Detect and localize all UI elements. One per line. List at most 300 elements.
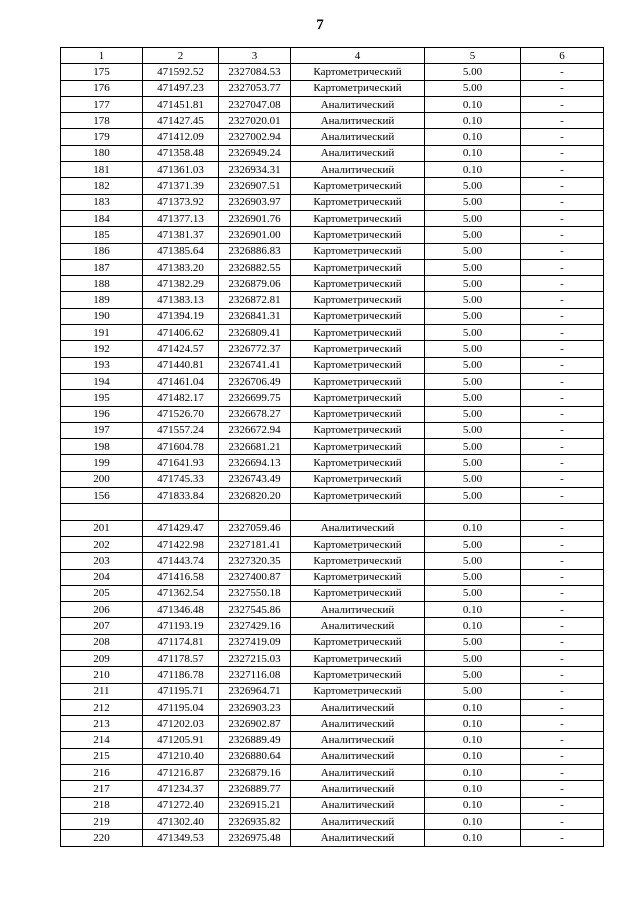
table-cell: Картометрический [291,80,425,96]
table-cell: 471202.03 [143,716,219,732]
table-cell: 207 [61,618,143,634]
table-cell: 471427.45 [143,113,219,129]
table-row [61,830,604,846]
table-cell: - [521,488,604,504]
table-cell: Картометрический [291,341,425,357]
table-cell: 2326743.49 [219,471,291,487]
column-header: 3 [219,48,291,64]
table-row [61,553,604,569]
table-cell: 2326903.97 [219,194,291,210]
table-cell: Аналитический [291,162,425,178]
table-cell: 0.10 [425,96,521,112]
table-row [61,488,604,504]
column-header: 6 [521,48,604,64]
table-cell: 471195.04 [143,699,219,715]
table-row [61,276,604,292]
table-cell: Аналитический [291,765,425,781]
table-cell: 5.00 [425,488,521,504]
table-cell: 2326901.00 [219,227,291,243]
table-cell: Картометрический [291,439,425,455]
table-cell: Аналитический [291,113,425,129]
table-cell: 0.10 [425,830,521,846]
table-cell: 204 [61,569,143,585]
table-cell: 471422.98 [143,536,219,552]
table-row [61,699,604,715]
table-cell: 193 [61,357,143,373]
table-cell: Картометрический [291,178,425,194]
table-cell: 2327550.18 [219,585,291,601]
table-cell: Картометрический [291,227,425,243]
table-cell: 189 [61,292,143,308]
table-cell: - [521,765,604,781]
table-cell: 2326681.21 [219,439,291,455]
table-cell: 471205.91 [143,732,219,748]
table-cell: 0.10 [425,813,521,829]
table-cell: 0.10 [425,129,521,145]
table-row [61,683,604,699]
table-cell: 5.00 [425,341,521,357]
table-cell: - [521,781,604,797]
table-cell: Аналитический [291,732,425,748]
table-cell [143,504,219,520]
table-row [61,373,604,389]
table-cell: - [521,667,604,683]
table-row [61,536,604,552]
table-cell: - [521,80,604,96]
table-cell: Картометрический [291,373,425,389]
table-row [61,64,604,80]
table-cell: 471641.93 [143,455,219,471]
table-cell: - [521,732,604,748]
table-row [61,194,604,210]
table-cell: 471216.87 [143,765,219,781]
table-cell: 471361.03 [143,162,219,178]
table-cell: 471833.84 [143,488,219,504]
table-cell: 471371.39 [143,178,219,194]
table-cell: 471381.37 [143,227,219,243]
table-row [61,520,604,536]
table-cell: 2326902.87 [219,716,291,732]
table-cell: 2327181.41 [219,536,291,552]
table-cell: 200 [61,471,143,487]
table-cell: Картометрический [291,634,425,650]
table-cell: 219 [61,813,143,829]
column-header: 4 [291,48,425,64]
table-cell: 2327084.53 [219,64,291,80]
table-row [61,748,604,764]
table-cell: 2326741.41 [219,357,291,373]
table-row [61,797,604,813]
table-cell: Картометрический [291,325,425,341]
table-row [61,308,604,324]
table-cell: - [521,520,604,536]
table-cell: 0.10 [425,520,521,536]
table-cell: 5.00 [425,471,521,487]
table-cell: 2327059.46 [219,520,291,536]
table-cell: Аналитический [291,748,425,764]
table-cell: 184 [61,210,143,226]
table-cell: 471383.20 [143,259,219,275]
table-cell: 202 [61,536,143,552]
table-cell: 2326879.06 [219,276,291,292]
table-row [61,569,604,585]
table-cell: 5.00 [425,650,521,666]
table-cell: 176 [61,80,143,96]
table-cell: 471193.19 [143,618,219,634]
table-row [61,504,604,520]
table-row [61,145,604,161]
table-cell: 5.00 [425,80,521,96]
table-cell: - [521,194,604,210]
table-cell: 2326880.64 [219,748,291,764]
table-cell: 471443.74 [143,553,219,569]
table-row [61,781,604,797]
table-cell: Аналитический [291,716,425,732]
table-cell: 201 [61,520,143,536]
table-cell: Картометрический [291,683,425,699]
table-cell: 5.00 [425,178,521,194]
table-cell: Аналитический [291,830,425,846]
table-cell: 191 [61,325,143,341]
table-cell: 471385.64 [143,243,219,259]
table-cell: 188 [61,276,143,292]
table-cell: 5.00 [425,683,521,699]
table-row [61,129,604,145]
table-cell: Картометрический [291,536,425,552]
table-cell: Картометрический [291,357,425,373]
table-cell: Аналитический [291,129,425,145]
table-row [61,765,604,781]
table-cell: - [521,748,604,764]
table-cell: 471195.71 [143,683,219,699]
table-cell: 206 [61,602,143,618]
table-cell: - [521,357,604,373]
table-cell: 5.00 [425,390,521,406]
table-cell: - [521,325,604,341]
table-cell: - [521,683,604,699]
table-cell: 2326699.75 [219,390,291,406]
table-cell: - [521,178,604,194]
table-cell: 5.00 [425,210,521,226]
table-cell: 2327419.09 [219,634,291,650]
table-cell: 2326901.76 [219,210,291,226]
table-cell: 471346.48 [143,602,219,618]
table-cell: - [521,813,604,829]
table-cell: 2326706.49 [219,373,291,389]
table-cell [61,504,143,520]
coordinates-table [60,47,604,847]
table-cell: Картометрический [291,585,425,601]
table-cell: 2326915.21 [219,797,291,813]
table-cell: 175 [61,64,143,80]
table-cell: Аналитический [291,699,425,715]
table-cell: 2326872.81 [219,292,291,308]
column-header: 1 [61,48,143,64]
table-cell: Картометрический [291,553,425,569]
table-cell: 0.10 [425,699,521,715]
table-cell: Картометрический [291,650,425,666]
table-cell: Картометрический [291,390,425,406]
table-cell: 471234.37 [143,781,219,797]
table-row [61,716,604,732]
table-cell: 471272.40 [143,797,219,813]
table-cell: - [521,145,604,161]
table-cell: Картометрический [291,276,425,292]
table-cell: Картометрический [291,488,425,504]
table-cell: Картометрический [291,259,425,275]
table-cell: 2326889.77 [219,781,291,797]
table-row [61,471,604,487]
table-cell: - [521,129,604,145]
table-cell: 5.00 [425,406,521,422]
table-cell: 0.10 [425,732,521,748]
table-cell: - [521,699,604,715]
table-cell: 179 [61,129,143,145]
table-cell: 5.00 [425,455,521,471]
table-cell: Картометрический [291,455,425,471]
table-cell: 5.00 [425,439,521,455]
table-cell: 199 [61,455,143,471]
table-cell: 215 [61,748,143,764]
table-cell: Картометрический [291,471,425,487]
table-cell: 5.00 [425,259,521,275]
table-cell: - [521,569,604,585]
table-cell: 2327116.08 [219,667,291,683]
table-row [61,813,604,829]
table-cell: 471174.81 [143,634,219,650]
table-cell: 213 [61,716,143,732]
table-cell: - [521,227,604,243]
table-cell: 2327429.16 [219,618,291,634]
table-cell: - [521,259,604,275]
table-cell: 471383.13 [143,292,219,308]
table-cell: 216 [61,765,143,781]
table-cell: - [521,292,604,308]
table-cell: 471416.58 [143,569,219,585]
table-cell: - [521,602,604,618]
table-cell: 185 [61,227,143,243]
table-cell: 5.00 [425,308,521,324]
table-cell: 205 [61,585,143,601]
table-row [61,650,604,666]
table-cell: 2327400.87 [219,569,291,585]
table-cell: 5.00 [425,243,521,259]
table-row [61,80,604,96]
table-row [61,341,604,357]
table-cell: - [521,618,604,634]
table-cell: - [521,716,604,732]
table-cell: 2327047.08 [219,96,291,112]
table-cell: - [521,634,604,650]
table-cell: 197 [61,422,143,438]
table-cell: 471592.52 [143,64,219,80]
table-cell: 2326678.27 [219,406,291,422]
table-cell: 2326882.55 [219,259,291,275]
table-cell: 2326934.31 [219,162,291,178]
table-cell: Аналитический [291,520,425,536]
table-cell: - [521,585,604,601]
table-cell: 194 [61,373,143,389]
table-cell [219,504,291,520]
table-cell: 471373.92 [143,194,219,210]
table-cell: 211 [61,683,143,699]
table-cell: 2326903.23 [219,699,291,715]
table-cell: - [521,96,604,112]
table-row [61,96,604,112]
table-row [61,227,604,243]
table-row [61,162,604,178]
table-cell: Картометрический [291,292,425,308]
table-cell: 2326672.94 [219,422,291,438]
table-cell: 5.00 [425,667,521,683]
table-cell [425,504,521,520]
table-row [61,422,604,438]
table-cell: - [521,64,604,80]
table-cell: 196 [61,406,143,422]
table-cell: Картометрический [291,64,425,80]
table-cell: 186 [61,243,143,259]
table-cell: 210 [61,667,143,683]
table-cell: 0.10 [425,113,521,129]
table-cell: 212 [61,699,143,715]
table-cell: 471412.09 [143,129,219,145]
table-cell: Аналитический [291,96,425,112]
table-cell: 2326809.41 [219,325,291,341]
table-cell: - [521,650,604,666]
table-cell: 471497.23 [143,80,219,96]
table-cell: 0.10 [425,797,521,813]
table-cell: - [521,422,604,438]
table-cell [291,504,425,520]
table-cell: 181 [61,162,143,178]
table-cell: 471604.78 [143,439,219,455]
table-row [61,113,604,129]
table-cell: 471482.17 [143,390,219,406]
table-cell: Аналитический [291,602,425,618]
table-row [61,210,604,226]
table-cell: 190 [61,308,143,324]
column-header: 2 [143,48,219,64]
table-cell: 2327545.86 [219,602,291,618]
table-cell: - [521,406,604,422]
table-cell: 214 [61,732,143,748]
table-cell: 2326694.13 [219,455,291,471]
table-cell: 471186.78 [143,667,219,683]
table-cell: 2326820.20 [219,488,291,504]
table-cell: 471349.53 [143,830,219,846]
table-cell: 471210.40 [143,748,219,764]
table-cell: 5.00 [425,422,521,438]
table-cell: - [521,243,604,259]
table-cell: 2326772.37 [219,341,291,357]
table-cell: 471358.48 [143,145,219,161]
table-row [61,667,604,683]
table-row [61,732,604,748]
table-row [61,406,604,422]
table-cell: 2326841.31 [219,308,291,324]
table-row [61,634,604,650]
table-cell: 471362.54 [143,585,219,601]
table-cell: 471451.81 [143,96,219,112]
table-cell: 5.00 [425,292,521,308]
table-row [61,292,604,308]
table-cell: 5.00 [425,227,521,243]
table-cell: 0.10 [425,145,521,161]
table-cell: 0.10 [425,716,521,732]
table-cell: Картометрический [291,194,425,210]
table-cell: 2327002.94 [219,129,291,145]
table-cell: - [521,471,604,487]
table-cell: 5.00 [425,634,521,650]
table-cell: Картометрический [291,210,425,226]
table-row [61,390,604,406]
table-row [61,455,604,471]
table-row [61,178,604,194]
table-cell: - [521,276,604,292]
table-cell: 203 [61,553,143,569]
table-cell: Картометрический [291,569,425,585]
table-cell: 471394.19 [143,308,219,324]
table-cell: - [521,553,604,569]
table-cell: 180 [61,145,143,161]
table-cell [521,504,604,520]
table-cell: - [521,373,604,389]
table-cell: 0.10 [425,162,521,178]
table-header-row [61,48,604,64]
table-cell: Аналитический [291,618,425,634]
table-cell: 0.10 [425,618,521,634]
table-cell: - [521,797,604,813]
table-cell: 471461.04 [143,373,219,389]
table-cell: - [521,536,604,552]
table-cell: - [521,830,604,846]
table-cell: - [521,210,604,226]
table-cell: 5.00 [425,373,521,389]
table-cell: 198 [61,439,143,455]
table-cell: 183 [61,194,143,210]
table-cell: 471424.57 [143,341,219,357]
table-cell: 2326886.83 [219,243,291,259]
table-row [61,602,604,618]
table-cell: Картометрический [291,667,425,683]
table-cell: Аналитический [291,797,425,813]
table-cell: 5.00 [425,357,521,373]
table-cell: 2326949.24 [219,145,291,161]
table-cell: 156 [61,488,143,504]
table-cell: - [521,308,604,324]
table-cell: Аналитический [291,781,425,797]
table-cell: 218 [61,797,143,813]
table-cell: 471382.29 [143,276,219,292]
table-cell: 2326907.51 [219,178,291,194]
table-row [61,439,604,455]
table-cell: Аналитический [291,813,425,829]
table-cell: 471745.33 [143,471,219,487]
table-cell: 2326975.48 [219,830,291,846]
table-cell: 5.00 [425,585,521,601]
table-body [61,48,604,847]
table-cell: 187 [61,259,143,275]
table-cell: 5.00 [425,536,521,552]
table-cell: - [521,113,604,129]
table-row [61,618,604,634]
table-row [61,325,604,341]
table-cell: 177 [61,96,143,112]
table-row [61,357,604,373]
table-cell: 471406.62 [143,325,219,341]
column-header: 5 [425,48,521,64]
table-cell: 208 [61,634,143,650]
